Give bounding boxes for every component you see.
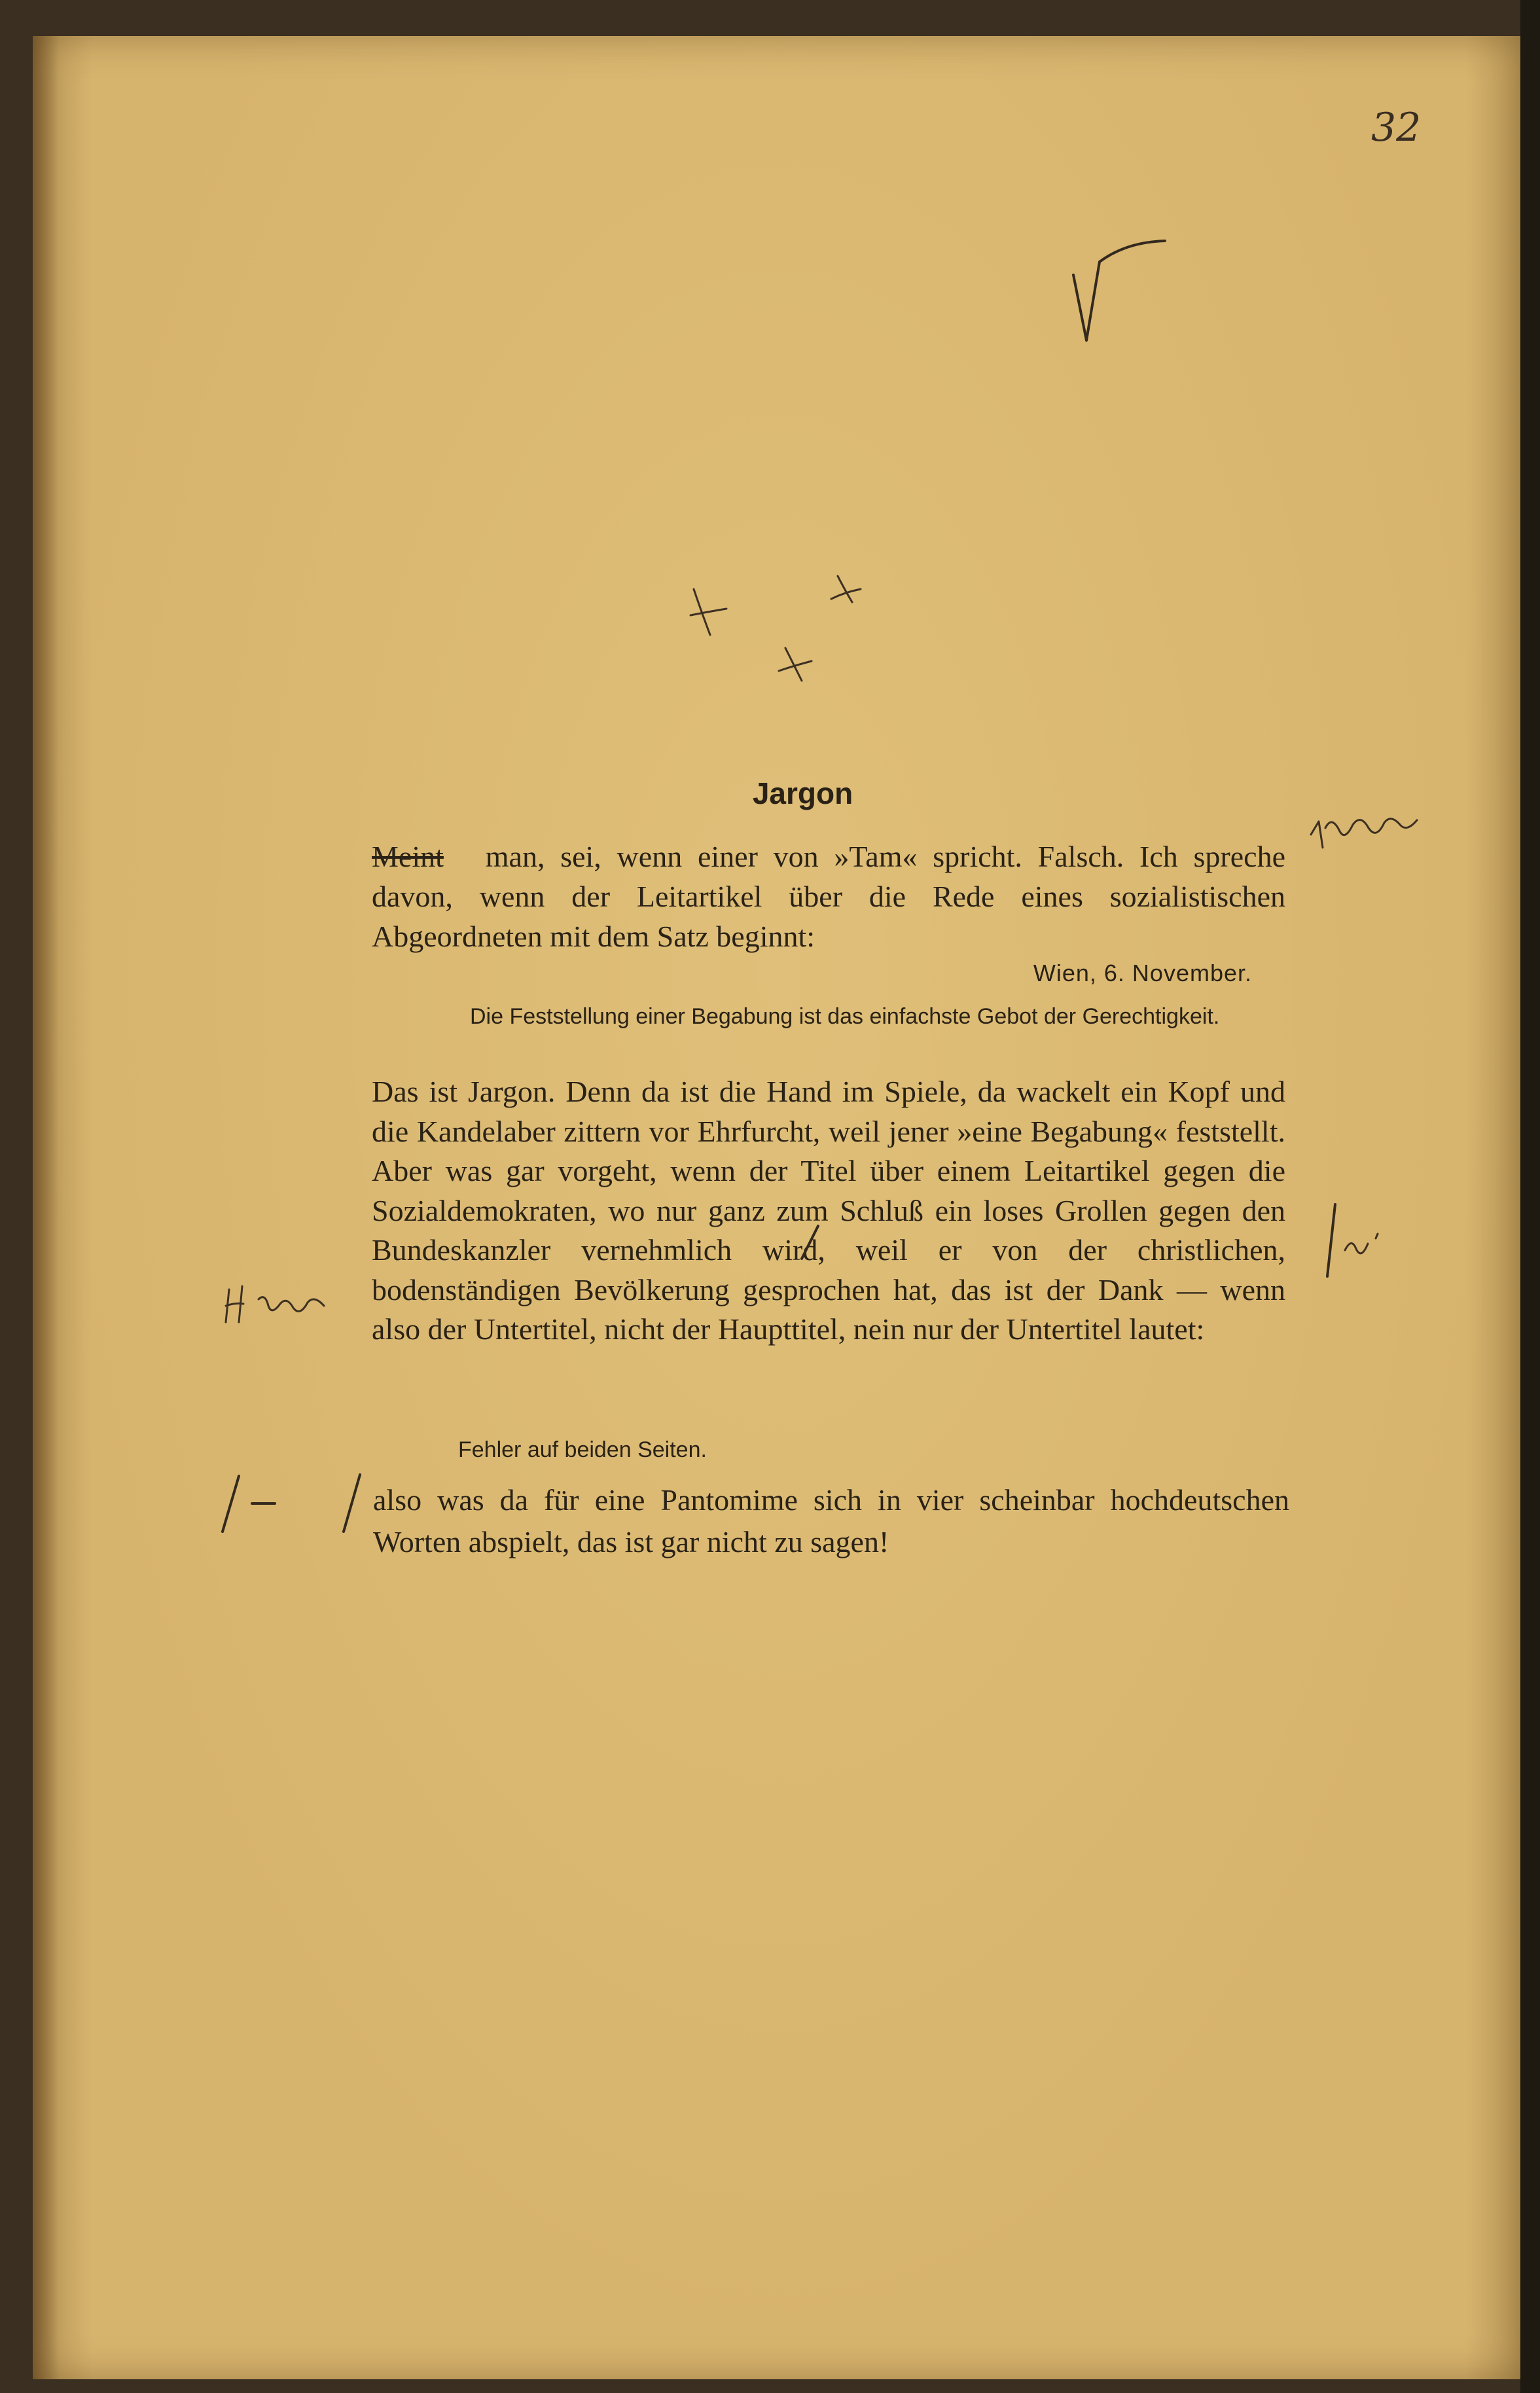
paragraph-2: Das ist Jargon. Denn da ist die Hand im Spiele, da wackelt ein Kopf und die Kandelaber zittern vor Ehrfurcht, weil jener »eine Begabung« feststellt. Aber was gar vorgeht, wenn der Titel über einem Leitartikel gegen die Sozialdemokraten, wo nur ganz zum Schluß ein loses Grollen gegen den Bundeskanzler vernehmlich wird, weil er von der christlichen, bodenständigen Bevölkerung gesprochen hat, das ist der Dank — wenn also der Untertitel, nicht der Haupttitel, nein nur der Untertitel lautet:	[372, 1075, 1285, 1346]
paragraph-3-text: also was da für eine Pantomime sich in vier scheinbar hochdeutschen Worten abspielt, das ist gar nicht zu sagen!	[373, 1483, 1289, 1558]
paragraph-1-text: man, sei, wenn einer von »Tam« spricht. Falsch. Ich spreche davon, wenn der Leitartikel über die Rede eines sozialistischen Abgeordneten mit dem Satz beginnt:	[372, 840, 1285, 953]
paragraph-3	[373, 1479, 1289, 1563]
article-title: Jargon	[752, 776, 853, 810]
dateline: Wien, 6. November.	[1033, 960, 1252, 986]
quote-2: Fehler auf beiden Seiten.	[458, 1437, 707, 1462]
cross-marks-icon	[681, 563, 877, 694]
paragraph-1	[372, 837, 1285, 956]
left-margin-note-icon	[223, 1276, 347, 1335]
check-mark-icon	[1067, 236, 1172, 353]
margin-correction-icon	[1306, 808, 1424, 861]
vertical-bar-icon	[1316, 1198, 1394, 1283]
quote-1: Die Feststellung einer Begabung ist das einfachste Gebot der Gerechtigkeit.	[470, 1004, 1220, 1029]
struck-word: Meint	[372, 840, 444, 873]
page-number: 32	[1371, 105, 1422, 151]
insertion-mark-icon	[216, 1469, 380, 1541]
strike-mark-icon	[792, 1223, 831, 1262]
